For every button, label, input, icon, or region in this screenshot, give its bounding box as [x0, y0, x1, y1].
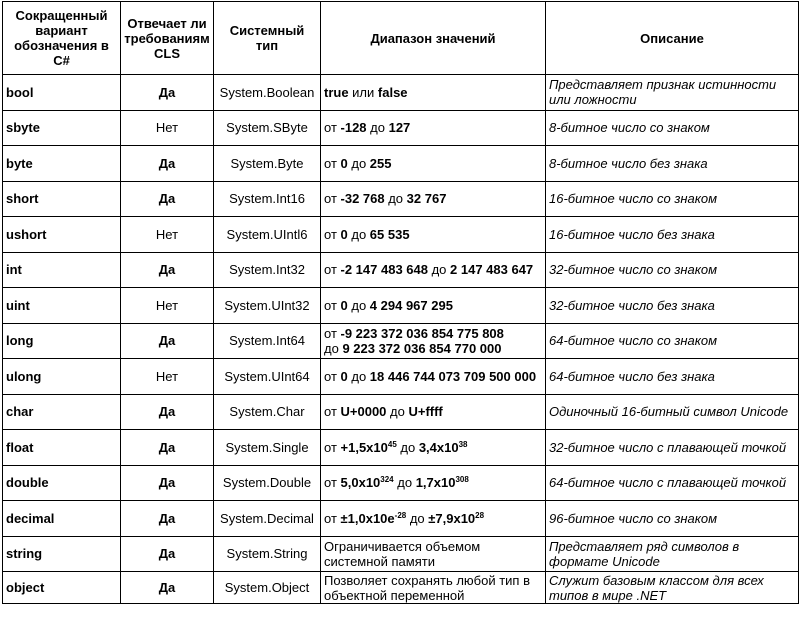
range-prefix: от — [324, 325, 341, 341]
value-range-cell — [321, 572, 546, 604]
table-row — [3, 394, 799, 430]
type-alias-cell: long — [3, 323, 121, 359]
system-type-cell: System.Double — [214, 465, 321, 501]
range-separator: или — [348, 84, 378, 100]
range-separator: до — [366, 120, 389, 136]
range-max: 3,4x10 — [418, 439, 459, 455]
range-prefix: от — [324, 191, 341, 207]
range-separator: до — [347, 226, 370, 242]
range-min: -2 147 483 648 — [340, 262, 428, 278]
range-prefix: от — [324, 155, 341, 171]
range-max: 255 — [369, 155, 392, 171]
range-separator: до — [406, 510, 429, 526]
range-prefix: от — [324, 262, 341, 278]
value-range-cell — [321, 252, 546, 288]
range-separator: до — [324, 340, 343, 356]
range-prefix: от — [324, 439, 341, 455]
cls-compliance-cell: Да — [121, 323, 214, 359]
range-separator: до — [347, 297, 370, 313]
description-cell: Представляет признак истинности или ложности — [546, 75, 799, 111]
range-max: 1,7x10 — [415, 475, 456, 491]
type-alias-cell: byte — [3, 146, 121, 182]
range-prefix: от — [324, 297, 341, 313]
range-max: U+ffff — [408, 404, 443, 420]
system-type-cell: System.UInt32 — [214, 288, 321, 324]
range-prefix: от — [324, 475, 341, 491]
value-range-cell — [321, 146, 546, 182]
system-type-cell: System.SByte — [214, 110, 321, 146]
range-max: 2 147 483 647 — [450, 262, 534, 278]
cls-compliance-cell: Да — [121, 394, 214, 430]
cls-compliance-cell: Нет — [121, 217, 214, 253]
range-max-exponent: 38 — [458, 439, 468, 449]
header-range: Диапазон значений — [321, 2, 546, 75]
table-row — [3, 146, 799, 182]
system-type-cell: System.Int64 — [214, 323, 321, 359]
range-max-exponent: 308 — [455, 475, 469, 485]
description-cell: Представляет ряд символов в формате Unicode — [546, 536, 799, 572]
description-cell: 32-битное число с плавающей точкой — [546, 430, 799, 466]
table-row — [3, 181, 799, 217]
type-alias-cell: double — [3, 465, 121, 501]
range-text: Ограничивается объемом системной памяти — [324, 538, 481, 569]
cls-compliance-cell: Нет — [121, 288, 214, 324]
header-alias: Сокращенный вариант обозначения в C# — [3, 2, 121, 75]
description-cell: 16-битное число без знака — [546, 217, 799, 253]
range-prefix: от — [324, 510, 341, 526]
cls-compliance-cell: Да — [121, 146, 214, 182]
table-row — [3, 288, 799, 324]
cls-compliance-cell: Да — [121, 501, 214, 537]
system-type-cell: System.Char — [214, 394, 321, 430]
system-type-cell: System.String — [214, 536, 321, 572]
value-range-cell — [321, 75, 546, 111]
type-alias-cell: float — [3, 430, 121, 466]
range-max: 18 446 744 073 709 500 000 — [369, 368, 537, 384]
range-min: -32 768 — [340, 191, 385, 207]
value-range-cell — [321, 359, 546, 395]
description-cell: 8-битное число без знака — [546, 146, 799, 182]
range-separator: до — [386, 404, 409, 420]
range-separator: до — [427, 262, 451, 278]
value-range-cell — [321, 465, 546, 501]
system-type-cell: System.Boolean — [214, 75, 321, 111]
range-max: 9 223 372 036 854 770 000 — [342, 340, 502, 356]
range-min: 5,0x10 — [340, 475, 381, 491]
type-alias-cell: sbyte — [3, 110, 121, 146]
cls-compliance-cell: Да — [121, 572, 214, 604]
header-system-type: Системный тип — [214, 2, 321, 75]
value-range-cell — [321, 394, 546, 430]
type-alias-cell: int — [3, 252, 121, 288]
description-cell: 64-битное число со знаком — [546, 323, 799, 359]
range-min: 0 — [340, 155, 348, 171]
system-type-cell: System.Single — [214, 430, 321, 466]
table-row — [3, 323, 799, 359]
table-row — [3, 572, 799, 604]
value-range-cell — [321, 217, 546, 253]
range-prefix: от — [324, 368, 341, 384]
system-type-cell: System.Byte — [214, 146, 321, 182]
cls-compliance-cell: Да — [121, 181, 214, 217]
range-separator: до — [393, 475, 416, 491]
system-type-cell: System.Int16 — [214, 181, 321, 217]
value-range-cell — [321, 110, 546, 146]
description-cell: 64-битное число с плавающей точкой — [546, 465, 799, 501]
value-range-cell — [321, 323, 546, 359]
range-max: 4 294 967 295 — [369, 297, 453, 313]
range-separator: до — [396, 439, 419, 455]
range-max: ±7,9x10 — [428, 510, 476, 526]
value-range-cell — [321, 536, 546, 572]
range-min: -128 — [340, 120, 367, 136]
range-min: +1,5x10 — [340, 439, 388, 455]
system-type-cell: System.Decimal — [214, 501, 321, 537]
type-alias-cell: string — [3, 536, 121, 572]
cls-compliance-cell: Да — [121, 465, 214, 501]
range-min: true — [324, 84, 349, 100]
range-max: false — [377, 84, 408, 100]
value-range-cell — [321, 181, 546, 217]
table-row — [3, 501, 799, 537]
range-separator: до — [384, 191, 407, 207]
range-min: -9 223 372 036 854 775 808 — [340, 325, 504, 341]
table-row — [3, 75, 799, 111]
range-prefix: от — [324, 120, 341, 136]
description-cell: 32-битное число со знаком — [546, 252, 799, 288]
range-min: 0 — [340, 297, 348, 313]
type-alias-cell: uint — [3, 288, 121, 324]
range-min: 0 — [340, 368, 348, 384]
range-max: 65 535 — [369, 226, 410, 242]
value-range-cell — [321, 501, 546, 537]
range-text: Позволяет сохранять любой тип в объектной переменной — [324, 572, 530, 603]
cls-compliance-cell: Нет — [121, 359, 214, 395]
system-type-cell: System.UInt64 — [214, 359, 321, 395]
cls-compliance-cell: Да — [121, 75, 214, 111]
header-row — [3, 2, 799, 75]
range-min: ±1,0x10e — [340, 510, 395, 526]
range-min-exponent: -28 — [394, 510, 407, 520]
description-cell: 8-битное число со знаком — [546, 110, 799, 146]
description-cell: 64-битное число без знака — [546, 359, 799, 395]
range-max: 127 — [388, 120, 411, 136]
table-body — [3, 75, 799, 604]
range-separator: до — [347, 155, 370, 171]
table-row — [3, 536, 799, 572]
description-cell: Служит базовым классом для всех типов в мире .NET — [546, 572, 799, 604]
range-max-exponent: 28 — [475, 510, 485, 520]
cls-compliance-cell: Да — [121, 252, 214, 288]
system-type-cell: System.UIntl6 — [214, 217, 321, 253]
range-min-exponent: 45 — [387, 439, 397, 449]
range-separator: до — [347, 368, 370, 384]
description-cell: Одиночный 16-битный символ Unicode — [546, 394, 799, 430]
table-row — [3, 110, 799, 146]
table-row — [3, 252, 799, 288]
value-range-cell — [321, 430, 546, 466]
range-min-exponent: 324 — [380, 475, 394, 485]
range-max: 32 767 — [406, 191, 447, 207]
description-cell: 96-битное число со знаком — [546, 501, 799, 537]
system-type-cell: System.Object — [214, 572, 321, 604]
range-prefix: от — [324, 226, 341, 242]
value-range-cell — [321, 288, 546, 324]
system-type-cell: System.Int32 — [214, 252, 321, 288]
header-description: Описание — [546, 2, 799, 75]
header-cls: Отвечает ли требованиям CLS — [121, 2, 214, 75]
table-row — [3, 217, 799, 253]
cls-compliance-cell: Нет — [121, 110, 214, 146]
table-row — [3, 465, 799, 501]
range-prefix: от — [324, 404, 341, 420]
type-alias-cell: short — [3, 181, 121, 217]
table-row — [3, 430, 799, 466]
type-alias-cell: ushort — [3, 217, 121, 253]
table-row — [3, 359, 799, 395]
type-alias-cell: decimal — [3, 501, 121, 537]
cls-compliance-cell: Да — [121, 536, 214, 572]
type-alias-cell: bool — [3, 75, 121, 111]
cls-compliance-cell: Да — [121, 430, 214, 466]
range-min: U+0000 — [340, 404, 387, 420]
description-cell: 32-битное число без знака — [546, 288, 799, 324]
type-alias-cell: ulong — [3, 359, 121, 395]
range-min: 0 — [340, 226, 348, 242]
description-cell: 16-битное число со знаком — [546, 181, 799, 217]
csharp-types-table — [2, 1, 799, 604]
type-alias-cell: object — [3, 572, 121, 604]
type-alias-cell: char — [3, 394, 121, 430]
